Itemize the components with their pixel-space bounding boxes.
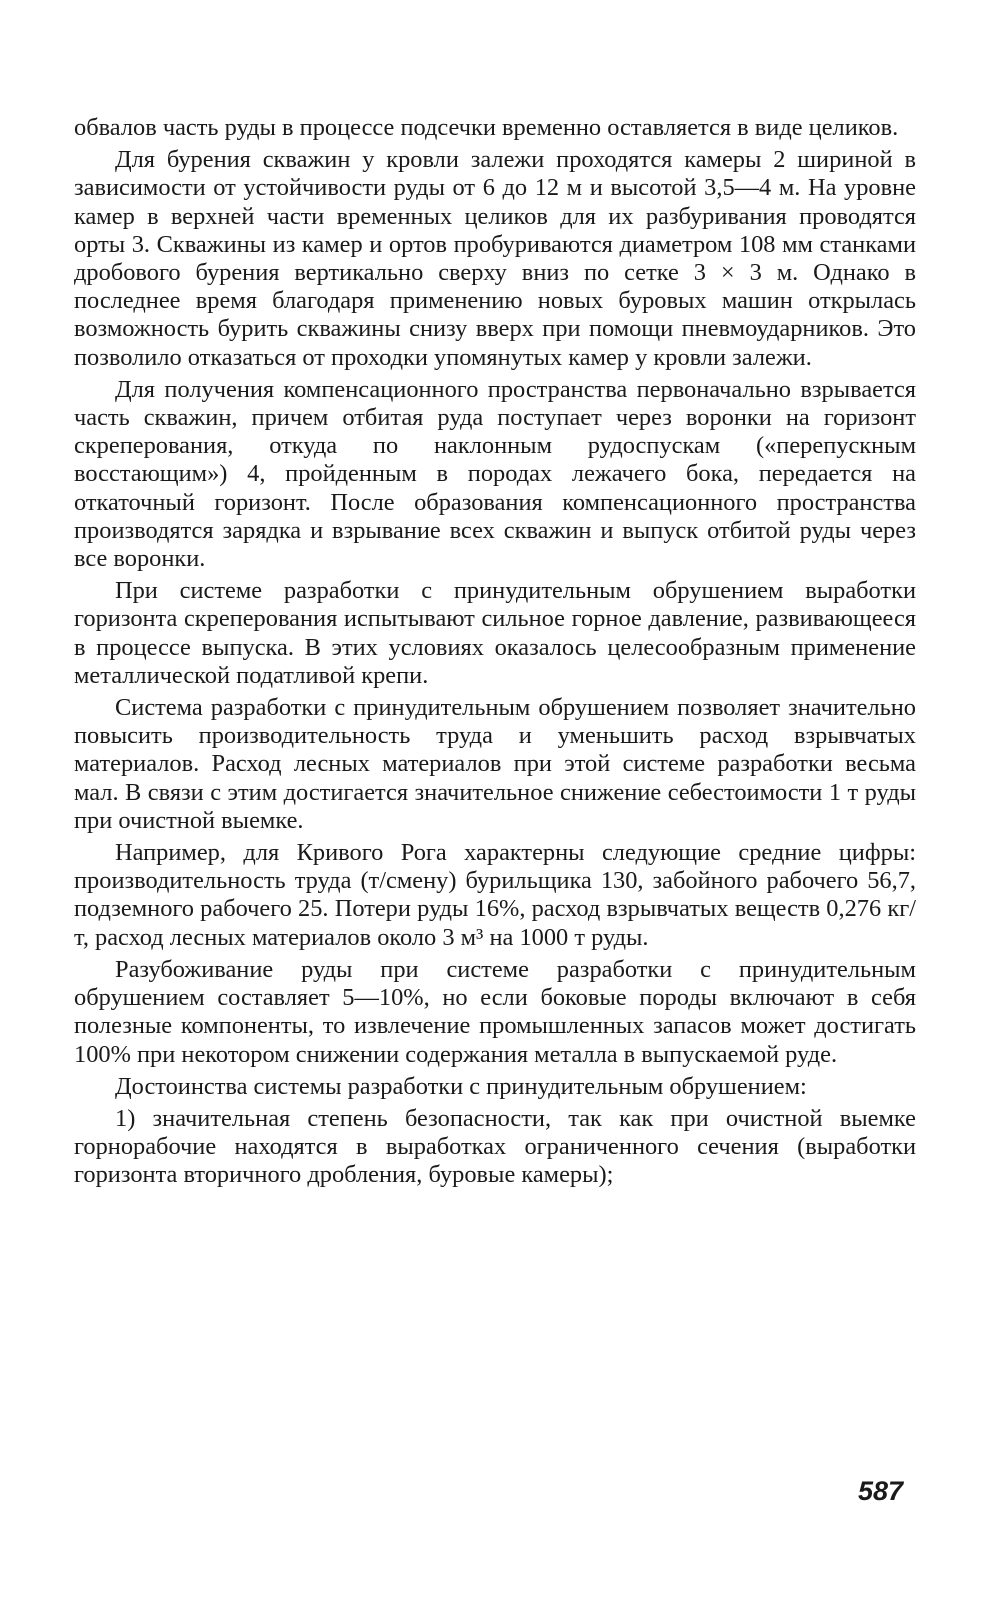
paragraph-7: Разубоживание руды при системе разработки с принудительным обрушением составляет 5—10%, но если боковые породы включают в себя полезные компоненты, то извлечение промышленных запасов может достигать 100% при некотором снижении содержания металла в выпускаемой руде.: [74, 955, 916, 1068]
page-text: [74, 114, 916, 1194]
page-number: 587: [858, 1476, 904, 1506]
paragraph-6: Например, для Кривого Рога характерны следующие средние цифры: производительность труда (т/смену) бурильщика 130, забойного рабочего 56,7, подземного рабочего 25. Потери руды 16%, расход взрывчатых веществ 0,276 кг/т, расход лесных материалов около 3 м³ на 1000 т руды.: [74, 839, 916, 951]
paragraph-2: Для бурения скважин у кровли залежи проходятся камеры 2 шириной в зависимости от устойчивости руды от 6 до 12 м и высотой 3,5—4 м. На уровне камер в верхней части временных целиков для их разбуривания проводятся орты 3. Скважины из камер и ортов пробуриваются диаметром 108 мм станками дробового бурения вертикально сверху вниз по сетке 3 × 3 м. Однако в последнее время благодаря применению новых буровых машин открылась возможность бурить скважины снизу вверх при помощи пневмоударников. Это позволило отказаться от проходки упомянутых камер у кровли залежи.: [74, 146, 916, 371]
paragraph-8: Достоинства системы разработки с принудительным обрушением:: [115, 1072, 807, 1100]
paragraph-3: Для получения компенсационного пространства первоначально взрывается часть скважин, причем отбитая руда поступает через воронки на горизонт скреперования, откуда по наклонным рудоспускам («перепускным восстающим») 4, пройденным в породах лежачего бока, передается на откаточный горизонт. После образования компенсационного пространства производятся зарядка и взрывание всех скважин и выпуск отбитой руды через все воронки.: [74, 375, 916, 573]
paragraph-4: При системе разработки с принудительным обрушением выработки горизонта скреперования испытывают сильное горное давление, развивающееся в процессе выпуска. В этих условиях оказалось целесообразным применение металлической податливой крепи.: [74, 577, 916, 689]
paragraph-9: 1) значительная степень безопасности, так как при очистной выемке горнорабочие находятся в выработках ограниченного сечения (выработки горизонта вторичного дробления, буровые камеры);: [74, 1104, 916, 1189]
paragraph-1: обвалов часть руды в процессе подсечки временно оставляется в виде целиков.: [74, 114, 899, 141]
paragraph-5: Система разработки с принудительным обрушением позволяет значительно повысить производительность труда и уменьшить расход взрывчатых материалов. Расход лесных материалов при этой системе разработки весьма мал. В связи с этим достигается значительное снижение себестоимости 1 т руды при очистной выемке.: [74, 694, 916, 834]
